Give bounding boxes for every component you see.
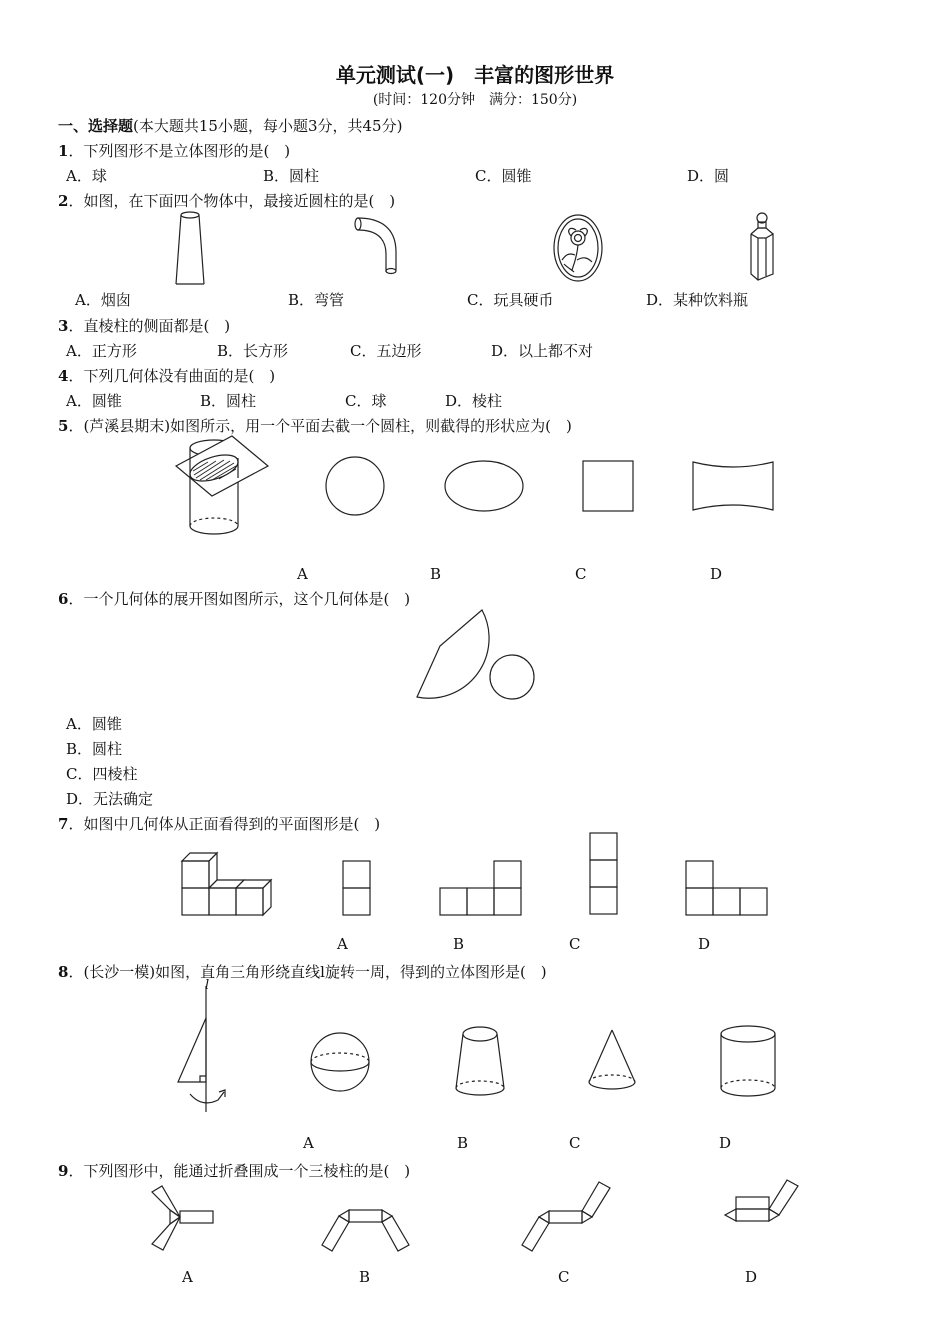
option-a-label: A bbox=[337, 935, 348, 953]
option-d-label: D bbox=[719, 1134, 732, 1152]
option-a: A．正方形 bbox=[66, 342, 137, 360]
question-8: 8．(长沙一模)如图，直角三角形绕直线l旋转一周，得到的立体图形是( ) bbox=[58, 963, 547, 981]
section-header bbox=[58, 116, 402, 136]
option-d-view bbox=[683, 859, 771, 919]
option-d: D．以上都不对 bbox=[491, 342, 594, 360]
bent-pipe-figure bbox=[348, 212, 418, 282]
option-a-label: A bbox=[297, 565, 308, 583]
option-c: C．五边形 bbox=[350, 342, 422, 360]
option-b-label: B bbox=[359, 1268, 371, 1286]
question-text: 如图中几何体从正面看得到的平面图形是( ) bbox=[83, 815, 381, 833]
toy-coin-figure bbox=[548, 210, 608, 286]
question-1: 1．下列图形不是立体图形的是( ) bbox=[58, 142, 291, 160]
option-b-view bbox=[437, 859, 525, 919]
option-c-label: C bbox=[569, 1134, 581, 1152]
option-d: D．无法确定 bbox=[66, 790, 154, 808]
question-text: 下列图形不是立体图形的是( ) bbox=[83, 142, 291, 160]
option-a-circle bbox=[324, 455, 386, 517]
option-b: B．弯管 bbox=[288, 291, 345, 309]
option-c-net bbox=[518, 1180, 614, 1254]
question-3: 3．直棱柱的侧面都是( ) bbox=[58, 317, 231, 335]
option-a-net bbox=[148, 1180, 218, 1254]
question-number: 8 bbox=[58, 963, 69, 981]
question-text: 下列几何体没有曲面的是( ) bbox=[83, 367, 276, 385]
option-b-ellipse bbox=[442, 459, 526, 513]
option-a-sphere bbox=[308, 1030, 372, 1094]
option-c-label: C bbox=[575, 565, 587, 583]
option-b: B．圆柱 bbox=[66, 740, 123, 758]
option-d-label: D bbox=[698, 935, 711, 953]
question-number: 9 bbox=[58, 1162, 69, 1180]
question-text: (芦溪县期末)如图所示，用一个平面去截一个圆柱，则截得的形状应为( ) bbox=[83, 417, 572, 435]
option-b-label: B bbox=[430, 565, 442, 583]
option-d-label: D bbox=[710, 565, 723, 583]
option-c-label: C bbox=[569, 935, 581, 953]
option-d: D．棱柱 bbox=[445, 392, 503, 410]
question-7: 7．如图中几何体从正面看得到的平面图形是( ) bbox=[58, 815, 381, 833]
option-a-view bbox=[341, 859, 373, 919]
option-a: A．烟囱 bbox=[75, 291, 131, 309]
page-subtitle: (时间：120分钟 满分：150分) bbox=[372, 92, 578, 108]
option-c-square bbox=[582, 460, 634, 512]
option-b-label: B bbox=[453, 935, 465, 953]
option-b-label: B bbox=[457, 1134, 469, 1152]
option-d: D．某种饮料瓶 bbox=[646, 291, 749, 309]
question-6: 6．一个几何体的展开图如图所示，这个几何体是( ) bbox=[58, 590, 411, 608]
option-c: C．球 bbox=[345, 392, 387, 410]
question-number: 3 bbox=[58, 317, 69, 335]
option-c: C．圆锥 bbox=[475, 167, 532, 185]
question-2: 2．如图，在下面四个物体中，最接近圆柱的是( ) bbox=[58, 192, 396, 210]
option-b: B．圆柱 bbox=[263, 167, 320, 185]
option-d-net bbox=[720, 1180, 804, 1254]
question-number: 5 bbox=[58, 417, 69, 435]
option-c-view bbox=[588, 831, 620, 919]
question-text: 如图，在下面四个物体中，最接近圆柱的是( ) bbox=[83, 192, 396, 210]
option-d-curved-rect bbox=[690, 458, 776, 514]
option-b-net bbox=[318, 1205, 412, 1255]
option-a: A．圆锥 bbox=[66, 392, 122, 410]
question-5: 5．(芦溪县期末)如图所示，用一个平面去截一个圆柱，则截得的形状应为( ) bbox=[58, 417, 572, 435]
question-number: 6 bbox=[58, 590, 69, 608]
question-9: 9．下列图形中，能通过折叠围成一个三棱柱的是( ) bbox=[58, 1162, 411, 1180]
option-a-label: A bbox=[182, 1268, 193, 1286]
option-b: B．圆柱 bbox=[200, 392, 257, 410]
option-c-label: C bbox=[558, 1268, 570, 1286]
chimney-figure bbox=[170, 208, 210, 288]
rotation-triangle-figure bbox=[172, 982, 234, 1114]
option-d: D．圆 bbox=[687, 167, 730, 185]
question-number: 4 bbox=[58, 367, 69, 385]
page-title: 单元测试(一) 丰富的图形世界 bbox=[335, 63, 615, 87]
question-number: 7 bbox=[58, 815, 69, 833]
question-text: 一个几何体的展开图如图所示，这个几何体是( ) bbox=[83, 590, 411, 608]
option-c: C．四棱柱 bbox=[66, 765, 138, 783]
option-a: A．圆锥 bbox=[66, 715, 122, 733]
option-c: C．玩具硬币 bbox=[467, 291, 554, 309]
cube-stack-figure bbox=[178, 848, 278, 920]
net-figure bbox=[410, 604, 540, 704]
question-text: 直棱柱的侧面都是( ) bbox=[83, 317, 231, 335]
option-a-label: A bbox=[303, 1134, 314, 1152]
question-text: (长沙一模)如图，直角三角形绕直线l旋转一周，得到的立体图形是( ) bbox=[83, 963, 547, 981]
axis-l-label: l bbox=[205, 978, 210, 993]
option-a: A．球 bbox=[66, 167, 107, 185]
question-number: 2 bbox=[58, 192, 69, 210]
question-number: 1 bbox=[58, 142, 69, 160]
cut-cylinder-figure bbox=[172, 436, 272, 540]
section-note: (本大题共15小题，每小题3分，共45分) bbox=[133, 117, 403, 135]
option-c-cone bbox=[584, 1026, 640, 1094]
question-text: 下列图形中，能通过折叠围成一个三棱柱的是( ) bbox=[83, 1162, 411, 1180]
option-b: B．长方形 bbox=[217, 342, 289, 360]
section-title: 一、选择题 bbox=[58, 117, 134, 135]
option-d-cylinder bbox=[716, 1022, 780, 1102]
question-4: 4．下列几何体没有曲面的是( ) bbox=[58, 367, 276, 385]
option-b-frustum bbox=[450, 1024, 510, 1100]
drink-bottle-figure bbox=[742, 210, 782, 286]
option-d-label: D bbox=[745, 1268, 758, 1286]
